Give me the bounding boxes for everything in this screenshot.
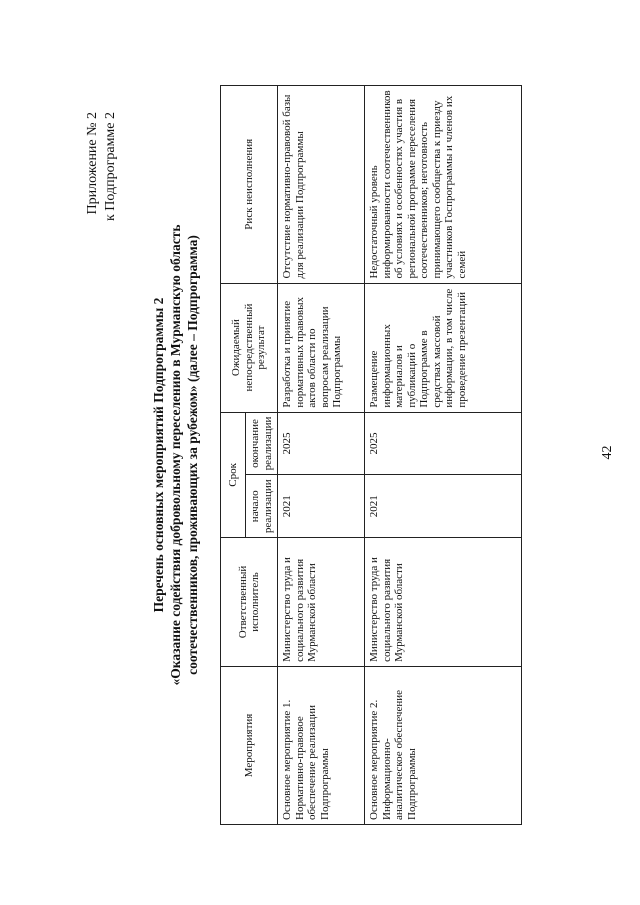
title-line-1: Перечень основных мероприятий Подпрограммы 2 (151, 297, 166, 613)
cell-executor: Министерство труда и социального развития Мурманской области (278, 538, 365, 667)
table-row (365, 86, 522, 825)
header-measures: Мероприятия (221, 666, 278, 824)
header-term: Срок (221, 412, 246, 538)
cell-result: Размещение информационных материалов и публикаций о Подпрограмме в средствах массовой информации, в том числе проведение презентаций (365, 283, 522, 412)
cell-start: 2021 (278, 475, 365, 538)
cell-measure: Основное мероприятие 1. Нормативно-правовое обеспечение реализации Подпрограммы (278, 666, 365, 824)
document-title (150, 155, 201, 755)
cell-end: 2025 (278, 412, 365, 475)
table-row (278, 86, 365, 825)
appendix-label (84, 112, 120, 221)
cell-end: 2025 (365, 412, 522, 475)
header-term-end: окончание реализации (246, 412, 278, 475)
header-term-start: начало реализации (246, 475, 278, 538)
page-number: 42 (600, 445, 615, 460)
header-executor: Ответственный исполнитель (221, 538, 278, 667)
cell-risk: Отсутствие нормативно-правовой базы для реализации Подпрограммы (278, 86, 365, 284)
cell-executor: Министерство труда и социального развития Мурманской области (365, 538, 522, 667)
cell-result: Разработка и принятие нормативных правовых актов области по вопросам реализации Подпрограммы (278, 283, 365, 412)
measures-table (220, 85, 522, 825)
title-line-3: соотечественников, проживающих за рубежом» (далее – Подпрограмма) (185, 235, 200, 675)
cell-start: 2021 (365, 475, 522, 538)
appendix-line-2: к Подпрограмме 2 (103, 112, 118, 222)
header-risk: Риск неисполнения (221, 86, 278, 284)
title-line-2: «Оказание содействия добровольному переселению в Мурманскую область (168, 224, 183, 686)
header-result: Ожидаемый непосредственный результат (221, 283, 278, 412)
appendix-line-1: Приложение № 2 (85, 112, 100, 215)
cell-measure: Основное мероприятие 2. Информационно-аналитическое обеспечение Подпрограммы (365, 666, 522, 824)
cell-risk: Недостаточный уровень информированности соотечественников об условиях и особенностях участия в региональной программе переселения соотечественников; неготовность принимающего сообщества к приезду участников Госпрограммы и членов их семей (365, 86, 522, 284)
